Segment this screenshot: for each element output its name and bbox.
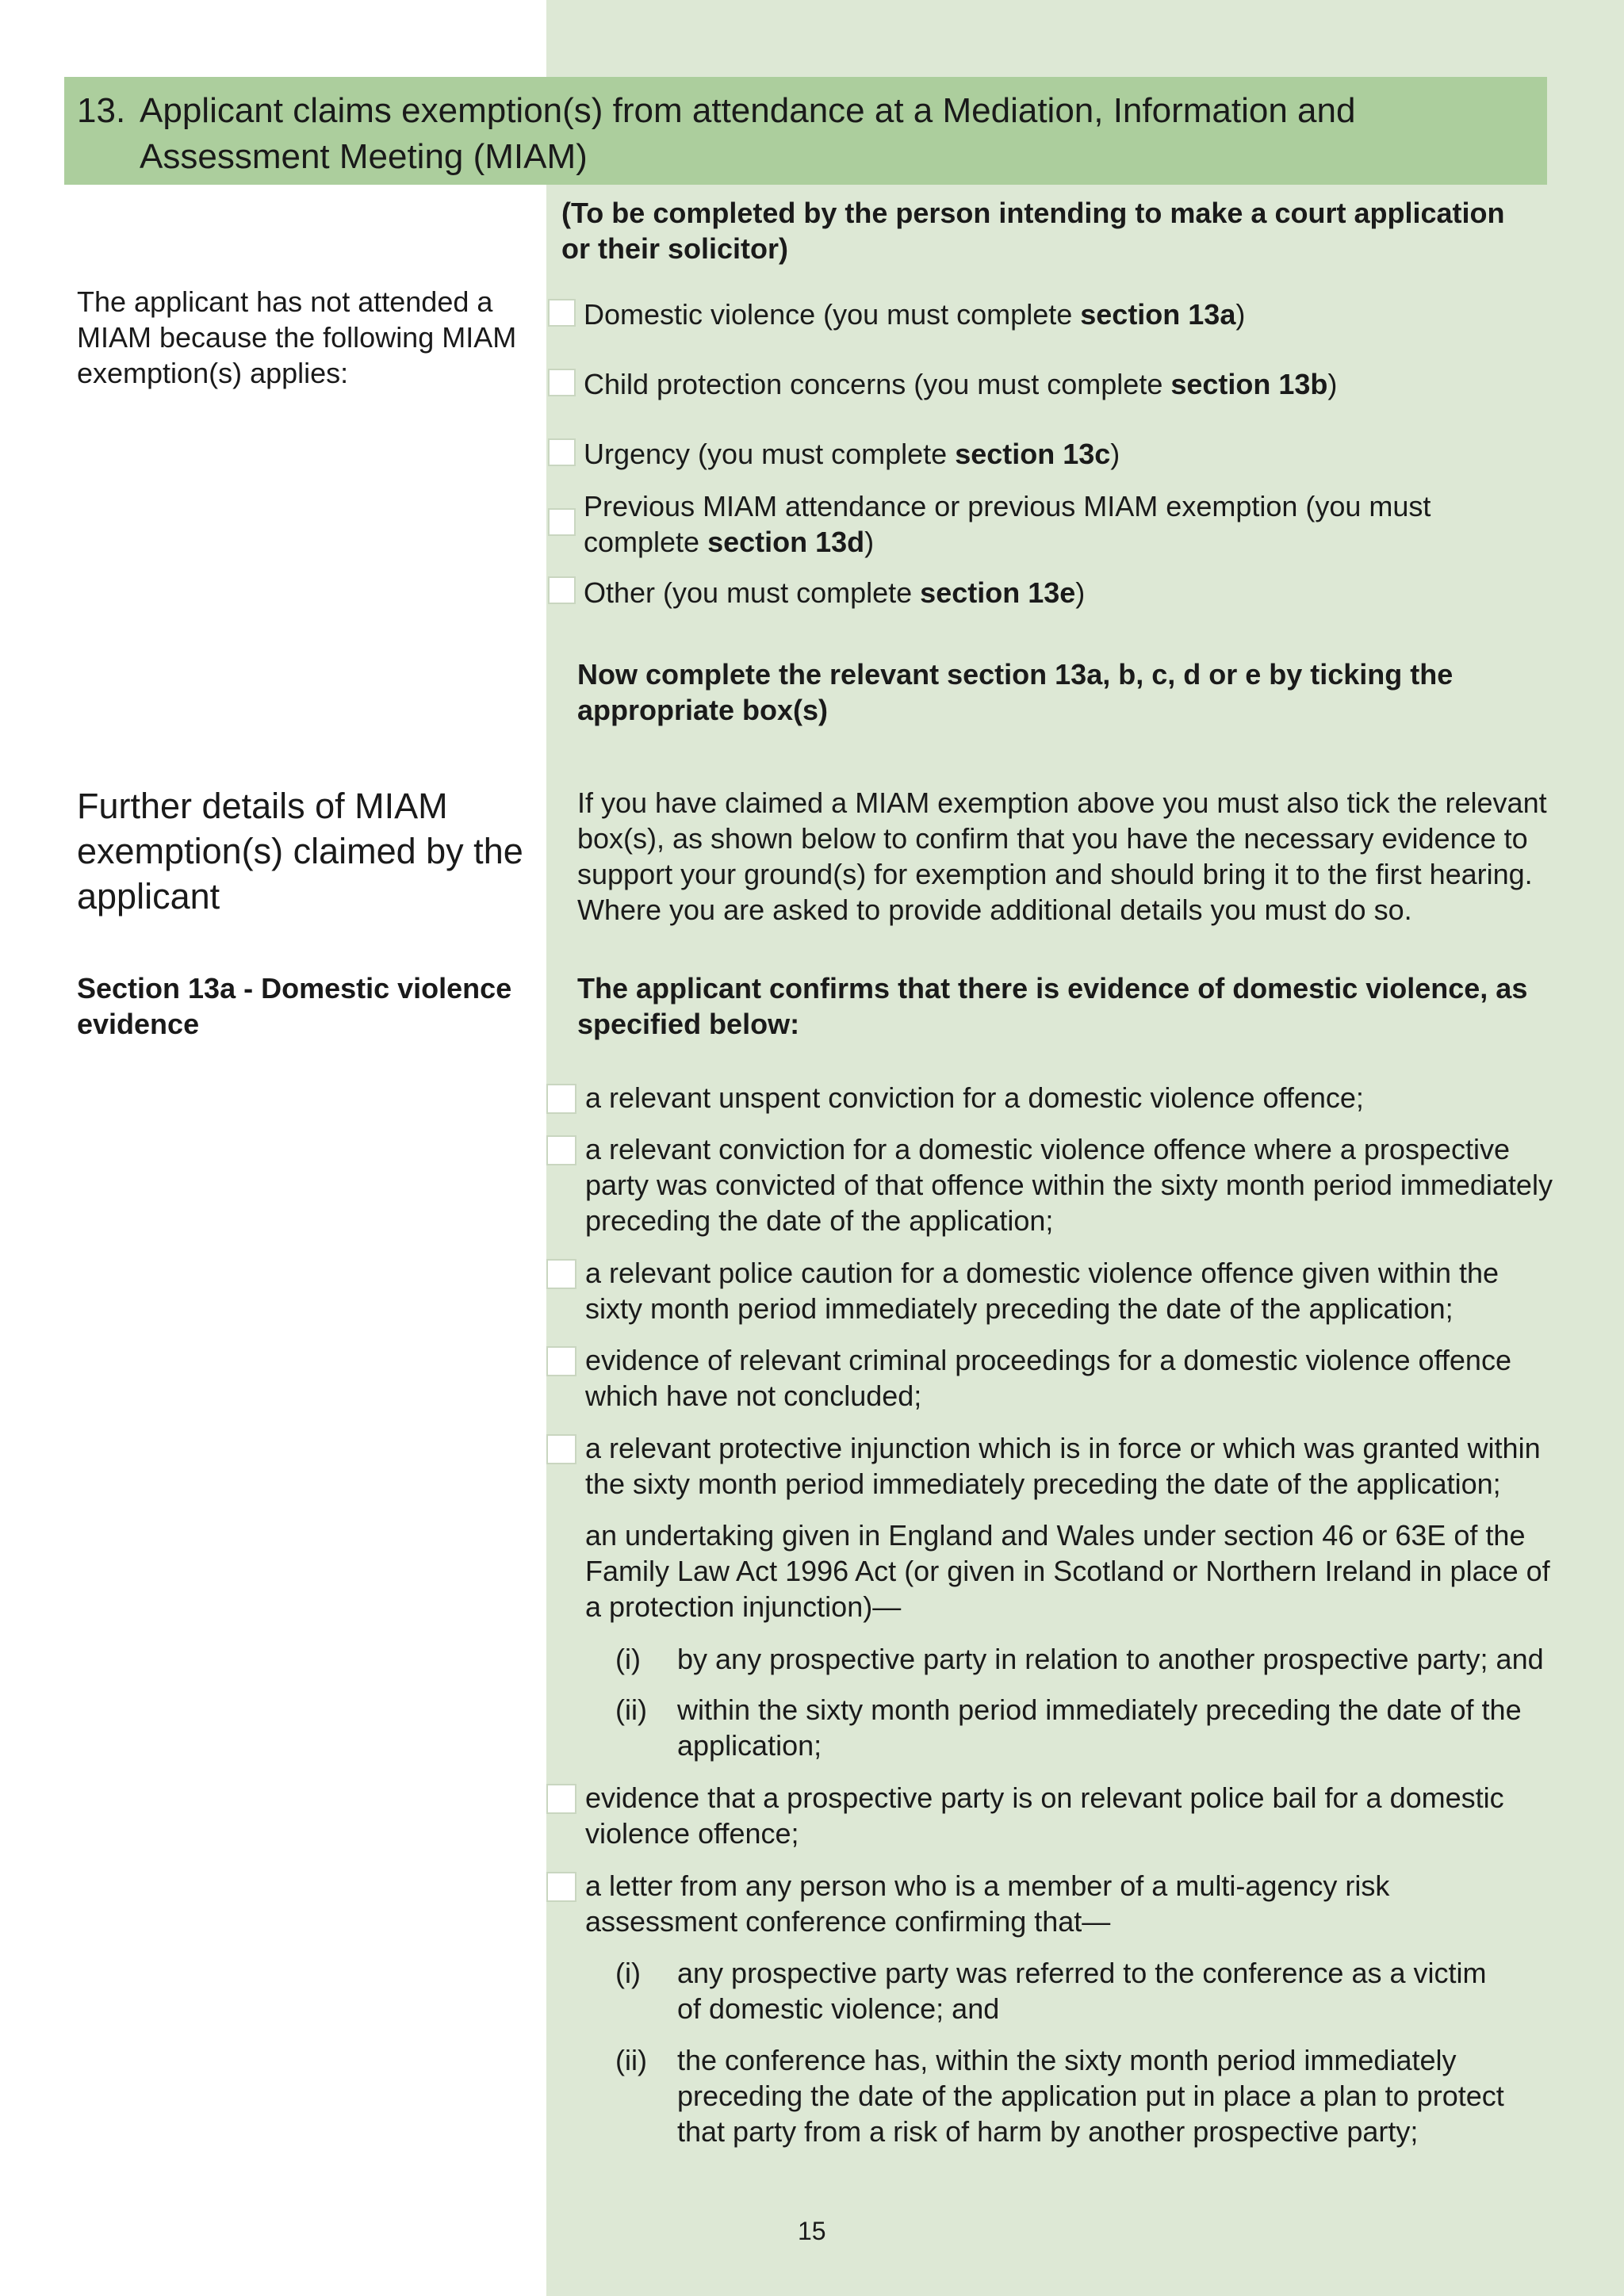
checkbox[interactable]	[546, 1084, 576, 1114]
page-number: 15	[798, 2217, 826, 2245]
exemption-label: Urgency (you must complete section 13c)	[584, 438, 1120, 470]
evidence-item-label: a relevant police caution for a domestic violence offence given within the sixty month period immediately preceding the date of the application;	[585, 1257, 1500, 1325]
now-complete-text: Now complete the relevant section 13a, b, c, d or e by ticking the appropriate box(s)	[577, 658, 1454, 726]
evidence-heading: The applicant confirms that there is evidence of domestic violence, as specified below:	[577, 972, 1528, 1040]
sub-text: any prospective party was referred to the conference as a victim of domestic violence; and	[677, 1957, 1487, 2025]
checkbox[interactable]	[548, 576, 576, 604]
undertaking-text: an undertaking given in England and Wales under section 46 or 63E of the Family Law Act 1996 Act (or given in Scotland or Northern Ireland in place of a protection injunction)—	[585, 1519, 1550, 1623]
checkbox[interactable]	[546, 1346, 576, 1376]
checkbox[interactable]	[546, 1872, 576, 1902]
evidence-item-label: evidence of relevant criminal proceedings for a domestic violence offence which have not concluded;	[585, 1344, 1511, 1412]
checkbox[interactable]	[546, 1259, 576, 1289]
evidence-item-label: evidence that a prospective party is on relevant police bail for a domestic violence offence;	[585, 1781, 1504, 1850]
checkbox[interactable]	[546, 1784, 576, 1814]
checkbox[interactable]	[548, 369, 576, 396]
sub-number: (i)	[615, 1957, 641, 1989]
checkbox[interactable]	[546, 1135, 576, 1165]
section-title: Applicant claims exemption(s) from attendance at a Mediation, Information and Assessment Meeting (MIAM)	[140, 91, 1356, 176]
exemption-label: Previous MIAM attendance or previous MIAM exemption (you must complete section 13d)	[584, 490, 1431, 558]
evidence-item-label: a relevant unspent conviction for a domestic violence offence;	[585, 1081, 1364, 1114]
instruction-text: (To be completed by the person intending to make a court application or their solicitor)	[561, 197, 1505, 265]
exemption-label: Other (you must complete section 13e)	[584, 576, 1086, 609]
section-header	[64, 77, 1547, 185]
evidence-item-label: a relevant conviction for a domestic violence offence where a prospective party was convicted of that offence within the sixty month period immediately preceding the date of the application;	[585, 1133, 1553, 1237]
sub-number: (ii)	[615, 1693, 647, 1726]
sub-number: (ii)	[615, 2044, 647, 2076]
checkbox[interactable]	[548, 438, 576, 466]
not-attended-text: The applicant has not attended a MIAM because the following MIAM exemption(s) applies:	[77, 285, 517, 389]
checkbox[interactable]	[546, 1434, 576, 1464]
further-details-heading: Further details of MIAM exemption(s) claimed by the applicant	[77, 786, 523, 916]
section-number: 13.	[77, 91, 126, 130]
sub-text: by any prospective party in relation to another prospective party; and	[677, 1643, 1544, 1675]
sub-text: within the sixty month period immediately preceding the date of the application;	[677, 1693, 1522, 1762]
sub-text: the conference has, within the sixty month period immediately preceding the date of the application put in place a plan to protect that party from a risk of harm by another prospective party;	[677, 2044, 1504, 2148]
section-13a-heading: Section 13a - Domestic violence evidence	[77, 972, 512, 1040]
checkbox[interactable]	[548, 508, 576, 536]
sub-number: (i)	[615, 1643, 641, 1675]
checkbox[interactable]	[548, 299, 576, 327]
exemption-label: Domestic violence (you must complete section 13a)	[584, 298, 1246, 331]
evidence-item-label: a letter from any person who is a member of a multi-agency risk assessment conference confirming that—	[585, 1869, 1390, 1938]
evidence-item-label: a relevant protective injunction which is in force or which was granted within the sixty month period immediately preceding the date of the application;	[585, 1432, 1541, 1500]
claimed-paragraph: If you have claimed a MIAM exemption above you must also tick the relevant box(s), as shown below to confirm that you have the necessary evidence to support your ground(s) for exemption and should bring it to the first hearing. Where you are asked to provide additional details you must do so.	[577, 786, 1547, 926]
exemption-label: Child protection concerns (you must complete section 13b)	[584, 368, 1338, 400]
